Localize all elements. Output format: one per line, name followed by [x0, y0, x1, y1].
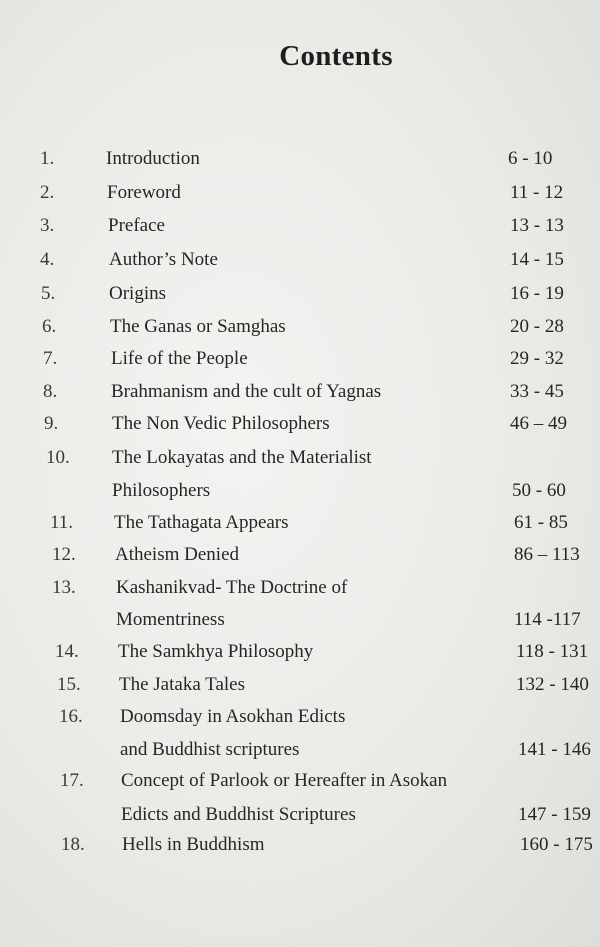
toc-entry-page-range: 61 - 85 [514, 512, 568, 533]
toc-entry-number: 5. [41, 283, 56, 304]
toc-entry-number: 4. [40, 249, 55, 270]
toc-entry-title: Kashanikvad- The Doctrine of [116, 577, 348, 598]
toc-entry-title: The Non Vedic Philosophers [112, 413, 330, 434]
toc-entry-number: 15. [57, 674, 81, 695]
toc-entry-title: Life of the People [111, 348, 248, 369]
toc-entry-title: Preface [108, 215, 165, 236]
toc-entry-page-range: 6 - 10 [508, 148, 553, 169]
toc-entry [0, 833, 600, 857]
toc-entry [0, 282, 600, 306]
toc-entry-page-range: 11 - 12 [510, 182, 564, 203]
toc-entry-number: 8. [43, 381, 58, 402]
toc-entry-number: 17. [60, 770, 84, 791]
toc-entry-title: The Lokayatas and the Materialist [112, 447, 372, 468]
toc-entry-title-continued: and Buddhist scriptures [120, 739, 300, 760]
toc-entry [0, 769, 600, 827]
toc-entry-title-continued: Momentriness [116, 609, 225, 630]
toc-entry-page-range: 114 -117 [514, 609, 581, 630]
toc-entry-title: Foreword [107, 182, 181, 203]
toc-entry-page-range: 29 - 32 [510, 348, 564, 369]
toc-entry [0, 640, 600, 664]
toc-entry-number: 13. [52, 577, 76, 598]
page-title: Contents [279, 40, 393, 72]
toc-entry [0, 248, 600, 272]
toc-entry-title: The Jataka Tales [119, 674, 245, 695]
toc-entry-page-range: 147 - 159 [518, 804, 591, 825]
toc-entry-number: 1. [40, 148, 55, 169]
toc-entry-title: Doomsday in Asokhan Edicts [120, 706, 346, 727]
toc-entry-number: 9. [44, 413, 59, 434]
toc-entry-title: Concept of Parlook or Hereafter in Asokan [121, 770, 448, 791]
toc-entry-number: 3. [40, 215, 55, 236]
toc-entry-page-range: 14 - 15 [510, 249, 564, 270]
toc-entry [0, 412, 600, 436]
toc-entry-title: Author’s Note [109, 249, 218, 270]
toc-entry [0, 214, 600, 238]
toc-entry-number: 11. [50, 512, 74, 533]
toc-entry-title: Origins [109, 283, 166, 304]
toc-entry-number: 14. [55, 641, 79, 662]
toc-entry-page-range: 46 – 49 [510, 413, 567, 434]
toc-entry-title: Atheism Denied [115, 544, 240, 565]
toc-entry [0, 543, 600, 567]
toc-entry [0, 673, 600, 697]
toc-entry-number: 6. [42, 316, 57, 337]
toc-entry [0, 181, 600, 205]
toc-entry-title: Hells in Buddhism [122, 834, 265, 855]
toc-entry [0, 347, 600, 371]
toc-entry [0, 147, 600, 171]
toc-entry-title-continued: Edicts and Buddhist Scriptures [121, 804, 356, 825]
toc-entry [0, 511, 600, 535]
toc-entry-page-range: 16 - 19 [510, 283, 564, 304]
toc-entry-number: 10. [46, 447, 70, 468]
toc-entry-title: The Samkhya Philosophy [118, 641, 314, 662]
toc-entry-number: 16. [59, 706, 83, 727]
toc-entry-page-range: 132 - 140 [516, 674, 589, 695]
toc-entry [0, 315, 600, 339]
toc-entry [0, 380, 600, 404]
toc-entry-title-continued: Philosophers [112, 480, 211, 501]
toc-entry [0, 446, 600, 503]
toc-entry-page-range: 160 - 175 [520, 834, 593, 855]
toc-entry-title: Introduction [106, 148, 200, 169]
toc-entry-page-range: 20 - 28 [510, 316, 564, 337]
toc-entry-page-range: 141 - 146 [518, 739, 591, 760]
toc-entry-title: Brahmanism and the cult of Yagnas [111, 381, 382, 402]
toc-entry-title: The Tathagata Appears [114, 512, 289, 533]
toc-entry [0, 705, 600, 762]
toc-entry-number: 18. [61, 834, 85, 855]
toc-entry-title: The Ganas or Samghas [110, 316, 286, 337]
toc-entry [0, 576, 600, 632]
toc-entry-page-range: 118 - 131 [516, 641, 589, 662]
toc-entry-number: 2. [40, 182, 55, 203]
toc-entry-page-range: 50 - 60 [512, 480, 566, 501]
toc-entry-page-range: 33 - 45 [510, 381, 564, 402]
toc-entry-number: 12. [52, 544, 76, 565]
toc-entry-page-range: 13 - 13 [510, 215, 564, 236]
toc-entry-page-range: 86 – 113 [514, 544, 580, 565]
toc-entry-number: 7. [43, 348, 58, 369]
